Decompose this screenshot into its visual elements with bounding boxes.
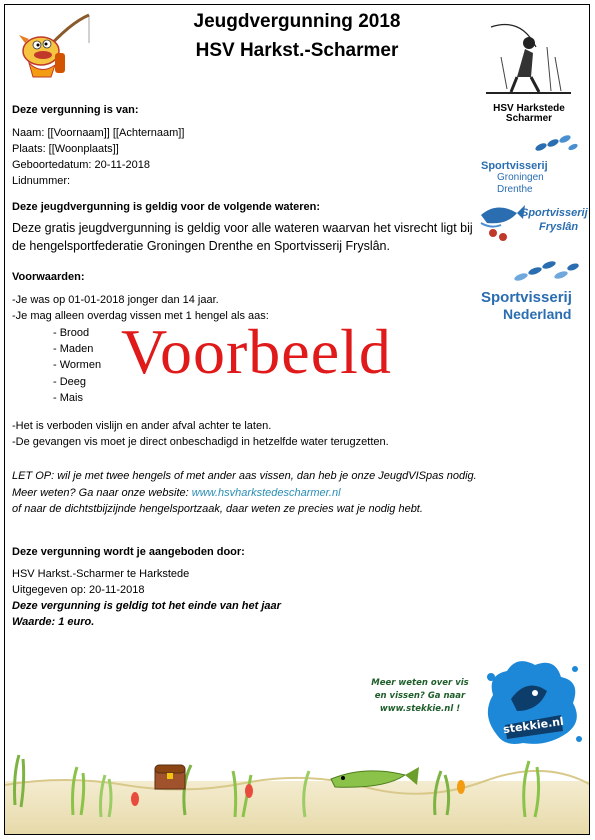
permit-page xyxy=(4,4,590,835)
bait-item: - Brood xyxy=(53,327,90,339)
condition-one-rod: -Je mag alleen overdag vissen met 1 hengel als aas: xyxy=(12,310,269,322)
sample-watermark: Voorbeeld xyxy=(121,316,392,387)
bait-item: - Wormen xyxy=(53,359,102,371)
sportvisserij-groningen-drenthe-logo xyxy=(481,133,581,195)
underwater-scene xyxy=(5,745,590,835)
holder-place: Plaats: [[Woonplaats]] xyxy=(12,143,119,155)
waters-line2: de hengelsportfederatie Groningen Drenthe en Sportvisserij Fryslân. xyxy=(12,239,390,253)
condition-no-litter: -Het is verboden vislijn en ander afval achter te laten. xyxy=(12,420,272,432)
issuer-heading: Deze vergunning wordt je aangeboden door: xyxy=(12,546,245,558)
permit-value: Waarde: 1 euro. xyxy=(12,616,95,628)
bait-item: - Maden xyxy=(53,343,94,355)
club-website-link[interactable]: www.hsvharkstedescharmer.nl xyxy=(191,487,341,499)
bait-item: - Mais xyxy=(53,392,83,404)
validity-note: Deze vergunning is geldig tot het einde van het jaar xyxy=(12,600,281,612)
gd-logo-line1: Sportvisserij xyxy=(481,160,548,172)
gd-logo-line2: Groningen Drenthe xyxy=(497,172,544,195)
club-logo-line2: Scharmer xyxy=(505,113,553,124)
club-logo-line1: HSV Harkstede xyxy=(493,103,565,114)
promo-line2: en vissen? Ga naar xyxy=(374,691,466,701)
page-title: Jeugdvergunning 2018 xyxy=(193,11,401,32)
issuer-club: HSV Harkst.-Scharmer te Harkstede xyxy=(12,568,190,580)
promo-line3: www.stekkie.nl ! xyxy=(379,704,461,714)
treasure-chest-icon xyxy=(155,765,185,789)
note-line3: of naar de dichtstbijzijnde hengelsportzaak, daar weten ze precies wat je nodig hebt. xyxy=(12,503,423,515)
holder-name: Naam: [[Voornaam]] [[Achternaam]] xyxy=(12,127,185,139)
issue-date: Uitgegeven op: 20-11-2018 xyxy=(12,584,145,596)
sportvisserij-fryslan-logo xyxy=(477,195,587,247)
conditions-heading: Voorwaarden: xyxy=(12,271,85,283)
note-line1: LET OP: wil je met twee hengels of met ander aas vissen, dan heb je onze JeugdVISpas nodig. xyxy=(12,470,477,482)
club-title: HSV Harkst.-Scharmer xyxy=(195,40,399,61)
fish-school-icon xyxy=(481,257,581,285)
club-logo xyxy=(481,17,577,124)
holder-heading: Deze vergunning is van: xyxy=(12,104,139,116)
stekkie-promo-text xyxy=(365,677,475,716)
holder-member-number: Lidnummer: xyxy=(12,175,71,187)
stekkie-badge-text: stekkie.nl xyxy=(502,714,565,737)
angler-sketch-icon xyxy=(481,17,577,97)
bait-item: - Deeg xyxy=(53,376,87,388)
fr-logo-line2: Fryslân xyxy=(539,221,579,233)
stekkie-splash-icon xyxy=(477,655,585,751)
fish-school-icon xyxy=(481,133,581,155)
stekkie-logo[interactable] xyxy=(477,655,585,751)
sportvisserij-nederland-logo xyxy=(481,257,581,323)
waters-heading: Deze jeugdvergunning is geldig voor de volgende wateren: xyxy=(12,201,321,213)
waters-line1: Deze gratis jeugdvergunning is geldig voor alle wateren waarvan het visrecht ligt bij xyxy=(12,221,473,235)
note-line2-prefix: Meer weten? Ga naar onze website: xyxy=(12,487,192,499)
nl-logo-line2: Nederland xyxy=(503,306,572,322)
note-line2 xyxy=(12,486,341,501)
fr-logo-line1: Sportvisserij xyxy=(521,207,588,219)
condition-age: -Je was op 01-01-2018 jonger dan 14 jaar. xyxy=(12,294,219,306)
fish-splash-icon xyxy=(477,195,527,245)
holder-birthdate: Geboortedatum: 20-11-2018 xyxy=(12,159,150,171)
condition-release-fish: -De gevangen vis moet je direct onbeschadigd in hetzelfde water terugzetten. xyxy=(12,436,389,448)
nl-logo-line1: Sportvisserij xyxy=(481,289,572,306)
promo-line1: Meer weten over vis xyxy=(371,678,469,688)
